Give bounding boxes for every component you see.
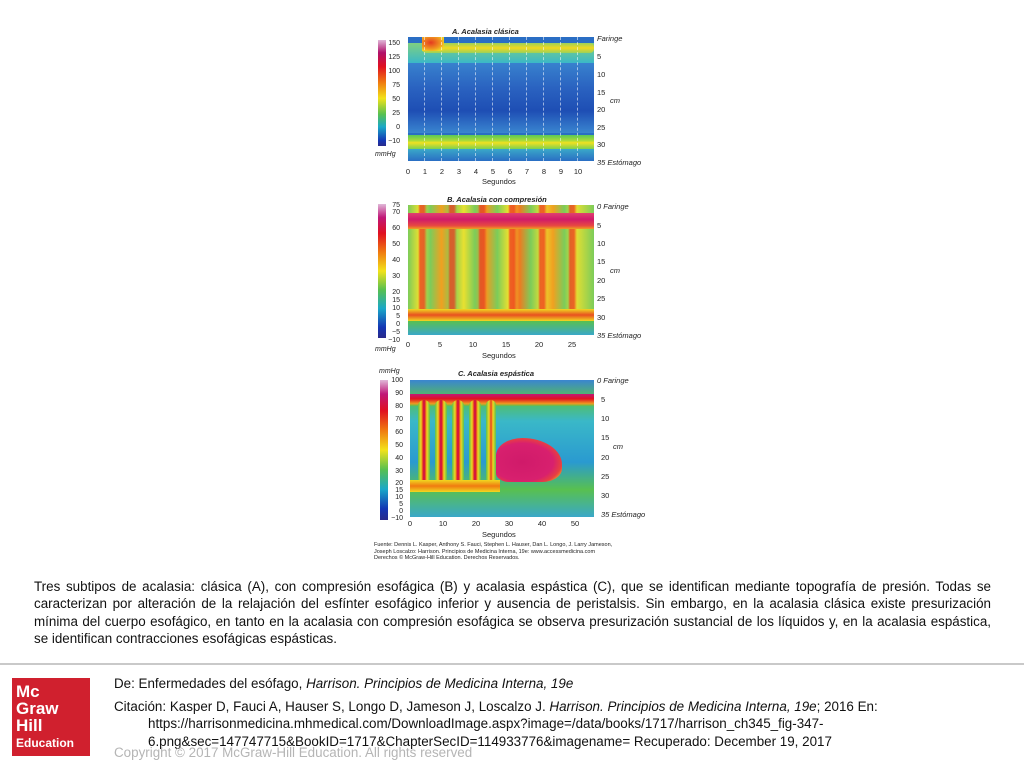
x-tick: 20 [534,340,544,349]
citation-line [114,698,1014,716]
cbar-tick: 50 [392,241,400,248]
heat-c-spasm-3 [452,400,464,484]
citation-url-2: 6.png&sec=147747715&BookID=1717&ChapterSecID=114933776&imagename= Recuperado: December 19, 2017 [148,733,832,749]
heat-c-spasm-1 [418,400,430,484]
cbar-tick: 10 [392,305,400,312]
cm-label: cm [610,266,620,275]
cm-tick: 25 [597,294,606,303]
cbar-tick: 5 [396,313,400,320]
citation-suffix: ; 2016 En: [816,698,878,714]
cbar-tick: 100 [391,377,403,384]
heat-ues-band [422,43,594,53]
panel-b-x-label: Segundos [482,351,516,360]
panel-a-title: A. Acalasia clásica [452,27,519,36]
x-tick: 5 [437,340,443,349]
logo-line: Hill [16,716,43,735]
cm-tick: 5 [597,52,602,61]
x-tick: 25 [567,340,577,349]
cbar-tick: 30 [392,273,400,280]
heat-c-spasm-4 [469,400,481,484]
citation-prefix: Citación: Kasper D, Fauci A, Hauser S, Longo D, Jameson J, Loscalzo J. [114,698,550,714]
cm-tick: 25 [601,472,610,481]
panel-a-x-label: Segundos [482,177,516,186]
panel-a-heatmap [408,37,594,161]
heat-b-les [408,309,594,321]
cbar-tick: 20 [395,480,403,487]
cbar-tick: 75 [392,202,400,209]
cm-tick: Faringe [597,34,623,43]
cbar-tick: 60 [395,429,403,436]
x-tick: 4 [473,167,479,176]
x-tick: 9 [558,167,564,176]
grid-line [560,37,561,161]
grid-line [526,37,527,161]
citation-block [114,675,1014,750]
cm-tick: 35 Estómago [597,331,642,340]
cm-tick: 25 [597,123,606,132]
cbar-tick: −10 [388,138,400,145]
cm-tick: 10 [601,414,610,423]
cbar-tick: 60 [392,225,400,232]
mcgraw-hill-logo [12,678,90,756]
cbar-tick: 25 [392,110,400,117]
from-title: Harrison. Principios de Medicina Interna, 19e [306,676,574,691]
cbar-tick: 50 [395,442,403,449]
x-tick: 10 [468,340,478,349]
cm-tick: 5 [597,221,602,230]
source-line: Joseph Loscalzo: Harrison. Principios de Medicina Interna, 19e: www.accessmedicina.com [374,548,596,555]
cbar-tick: 40 [395,455,403,462]
heat-b-ues [408,213,594,229]
source-line: Fuente: Dennis L. Kasper, Anthony S. Fauci, Stephen L. Hauser, Dan L. Longo, J. Larry Jameson, [374,542,613,548]
copyright-notice: Copyright © 2017 McGraw-Hill Education. All rights reserved [114,745,473,760]
source-line: Derechos © McGraw-Hill Education. Derechos Reservados. [374,555,520,562]
x-tick: 20 [471,519,481,528]
panel-c-heatmap [410,380,594,517]
heat-stomach [408,149,594,161]
cm-tick: 10 [597,239,606,248]
cbar-tick: 30 [395,468,403,475]
x-tick: 6 [507,167,513,176]
cm-tick: 30 [597,140,606,149]
cm-tick: 15 [597,257,606,266]
cm-tick: 10 [597,70,606,79]
grid-line [509,37,510,161]
cbar-tick: 5 [399,501,403,508]
x-tick: 50 [570,519,580,528]
from-label: De: Enfermedades del esófago, [114,676,307,691]
panel-c-unit: mmHg [379,368,400,375]
panel-a-unit: mmHg [375,151,396,158]
cm-tick: 0 Faringe [597,202,629,211]
x-tick: 0 [405,167,411,176]
cm-tick: 35 Estómago [601,510,646,519]
cbar-tick: 0 [399,508,403,515]
cm-tick: 20 [601,453,610,462]
cbar-tick: 150 [388,40,400,47]
cbar-tick: 20 [392,289,400,296]
panel-b-title: B. Acalasia con compresión [447,195,547,204]
cm-label: cm [610,96,620,105]
cbar-tick: 15 [392,297,400,304]
cm-tick: 20 [597,105,606,114]
cm-tick: 35 Estómago [597,158,642,167]
panel-b-unit: mmHg [375,346,396,353]
heat-blue-body [408,59,594,133]
cbar-tick: 15 [395,487,403,494]
cbar-tick: −10 [391,515,403,522]
grid-line [543,37,544,161]
cbar-tick: −10 [388,337,400,344]
x-tick: 5 [490,167,496,176]
cbar-tick: 0 [396,124,400,131]
logo-line: Mc [16,682,40,701]
x-tick: 10 [573,167,583,176]
x-tick: 10 [438,519,448,528]
x-tick: 0 [405,340,411,349]
x-tick: 30 [504,519,514,528]
heat-les-band [408,135,594,149]
logo-line: Graw [16,699,59,718]
cbar-tick: 125 [388,54,400,61]
x-tick: 0 [407,519,413,528]
cm-tick: 15 [601,433,610,442]
cbar-tick: 90 [395,390,403,397]
divider [0,663,1024,665]
citation-title: Harrison. Principios de Medicina Interna, 19e [549,698,817,714]
from-line [114,675,1014,693]
figure-caption: Tres subtipos de acalasia: clásica (A), con compresión esofágica (B) y acalasia espástica (C), que se identifican mediante topografía de presión. Todas se caracterizan por alteración de la relajación del esfínter esofágico inferior y ausencia de peristalsis. Sin embargo, en la acalasia clásica existe presurización mínima del cuerpo esofágico, en tanto en la acalasia con compresión esofágica se observa presurización sustancial de los líquidos y, en la acalasia espástica, se identifican contracciones esofágicas espásticas. [34,579,991,647]
x-tick: 2 [439,167,445,176]
cbar-tick: −5 [392,329,400,336]
panel-c-x-label: Segundos [482,530,516,539]
panel-b-heatmap [408,205,594,335]
grid-line [441,37,442,161]
x-tick: 1 [422,167,428,176]
logo-line: Education [16,736,75,750]
cm-label: cm [613,442,623,451]
cm-tick: 30 [597,313,606,322]
cm-tick: 30 [601,491,610,500]
x-tick: 15 [501,340,511,349]
cm-tick: 15 [597,88,606,97]
grid-line [458,37,459,161]
heat-c-les [410,480,500,492]
x-tick: 7 [524,167,530,176]
cm-tick: 5 [601,395,606,404]
heat-c-spasm-5 [486,400,496,484]
panel-c-title: C. Acalasia espástica [458,369,535,378]
cbar-tick: 80 [395,403,403,410]
x-tick: 8 [541,167,547,176]
x-tick: 3 [456,167,462,176]
cbar-tick: 50 [392,96,400,103]
heat-c-spasm-2 [435,400,447,484]
heat-b-stomach [408,321,594,335]
cbar-tick: 10 [395,494,403,501]
grid-line [492,37,493,161]
citation-url-1: https://harrisonmedicina.mhmedical.com/DownloadImage.aspx?image=/data/books/1717/harrison_ch345_fig-347- [148,716,824,732]
cbar-tick: 0 [396,321,400,328]
cm-tick: 0 Faringe [597,376,629,385]
cbar-tick: 70 [395,416,403,423]
cm-tick: 20 [597,276,606,285]
cbar-tick: 40 [392,257,400,264]
x-tick: 40 [537,519,547,528]
figure-source [374,542,614,562]
cbar-tick: 100 [388,68,400,75]
cbar-tick: 70 [392,209,400,216]
cbar-tick: 75 [392,82,400,89]
grid-line [424,37,425,161]
grid-line [475,37,476,161]
grid-line [577,37,578,161]
